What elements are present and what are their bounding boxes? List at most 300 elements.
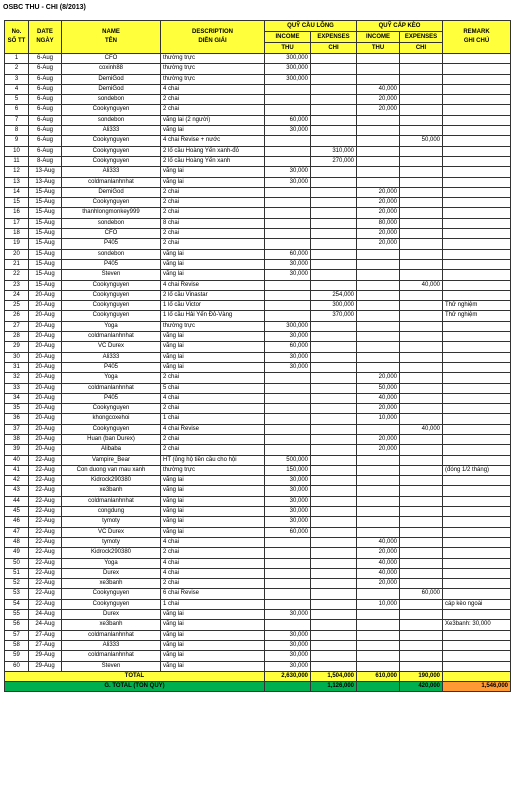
row-date: 20-Aug bbox=[29, 362, 62, 372]
row-income-match bbox=[357, 136, 400, 146]
table-row bbox=[5, 486, 511, 496]
row-number: 55 bbox=[5, 610, 29, 620]
row-remark bbox=[443, 187, 511, 197]
row-date: 15-Aug bbox=[29, 187, 62, 197]
row-remark: cáp kèo ngoài bbox=[443, 599, 511, 609]
row-remark: Thử nghiệm bbox=[443, 301, 511, 311]
header-expenses-2: EXPENSES bbox=[400, 32, 443, 43]
row-number: 39 bbox=[5, 445, 29, 455]
row-expenses-match bbox=[400, 229, 443, 239]
row-description: 1 chai bbox=[161, 414, 265, 424]
row-remark bbox=[443, 352, 511, 362]
row-description: 2 chai bbox=[161, 198, 265, 208]
row-expenses-badminton bbox=[311, 424, 357, 434]
row-number: 43 bbox=[5, 486, 29, 496]
row-name: P405 bbox=[62, 393, 161, 403]
row-description: 2 chai bbox=[161, 229, 265, 239]
row-income-badminton bbox=[265, 187, 311, 197]
row-name: Ali333 bbox=[62, 167, 161, 177]
row-income-match: 20,000 bbox=[357, 105, 400, 115]
header-expenses-1: EXPENSES bbox=[311, 32, 357, 43]
row-income-badminton: 500,000 bbox=[265, 455, 311, 465]
row-expenses-match bbox=[400, 486, 443, 496]
row-expenses-badminton bbox=[311, 486, 357, 496]
row-remark bbox=[443, 558, 511, 568]
row-number: 32 bbox=[5, 373, 29, 383]
table-row bbox=[5, 434, 511, 444]
row-name: sondebon bbox=[62, 95, 161, 105]
row-description: 2 lố cầu Vinastar bbox=[161, 290, 265, 300]
row-expenses-badminton bbox=[311, 465, 357, 475]
row-number: 44 bbox=[5, 496, 29, 506]
row-number: 9 bbox=[5, 136, 29, 146]
row-description: vãng lai (2 người) bbox=[161, 115, 265, 125]
row-expenses-match bbox=[400, 126, 443, 136]
row-expenses-match bbox=[400, 455, 443, 465]
row-number: 33 bbox=[5, 383, 29, 393]
table-row bbox=[5, 424, 511, 434]
row-date: 27-Aug bbox=[29, 630, 62, 640]
row-name: Con duong van mau xanh bbox=[62, 465, 161, 475]
row-date: 6-Aug bbox=[29, 136, 62, 146]
row-number: 40 bbox=[5, 455, 29, 465]
row-description: vãng lai bbox=[161, 167, 265, 177]
row-name: VC Durex bbox=[62, 342, 161, 352]
row-expenses-badminton bbox=[311, 321, 357, 331]
row-expenses-badminton bbox=[311, 352, 357, 362]
row-name: coxinh88 bbox=[62, 64, 161, 74]
row-income-match: 40,000 bbox=[357, 393, 400, 403]
row-date: 22-Aug bbox=[29, 599, 62, 609]
table-row bbox=[5, 136, 511, 146]
row-expenses-match bbox=[400, 661, 443, 671]
row-remark bbox=[443, 198, 511, 208]
row-expenses-badminton bbox=[311, 229, 357, 239]
row-expenses-match bbox=[400, 239, 443, 249]
row-income-match bbox=[357, 610, 400, 620]
row-description: 4 chai Revise bbox=[161, 424, 265, 434]
row-description: vãng lai bbox=[161, 126, 265, 136]
table-row bbox=[5, 229, 511, 239]
row-description: 2 chai bbox=[161, 579, 265, 589]
row-income-badminton bbox=[265, 393, 311, 403]
row-expenses-badminton bbox=[311, 620, 357, 630]
table-row bbox=[5, 187, 511, 197]
row-expenses-badminton bbox=[311, 332, 357, 342]
row-number: 48 bbox=[5, 537, 29, 547]
row-income-match: 20,000 bbox=[357, 239, 400, 249]
row-income-match bbox=[357, 620, 400, 630]
row-income-match bbox=[357, 321, 400, 331]
header-income-1: INCOME bbox=[265, 32, 311, 43]
row-number: 27 bbox=[5, 321, 29, 331]
row-number: 31 bbox=[5, 362, 29, 372]
row-income-match: 20,000 bbox=[357, 579, 400, 589]
row-income-match bbox=[357, 661, 400, 671]
row-expenses-badminton bbox=[311, 496, 357, 506]
header-thu-1: THU bbox=[265, 43, 311, 54]
row-expenses-match bbox=[400, 259, 443, 269]
row-remark bbox=[443, 589, 511, 599]
row-number: 13 bbox=[5, 177, 29, 187]
row-expenses-match bbox=[400, 527, 443, 537]
row-expenses-match: 60,000 bbox=[400, 589, 443, 599]
row-expenses-match bbox=[400, 362, 443, 372]
row-income-badminton bbox=[265, 383, 311, 393]
table-row bbox=[5, 290, 511, 300]
row-name: CFO bbox=[62, 54, 161, 64]
row-description: HT (ủng hộ tiền cầu cho hội bbox=[161, 455, 265, 465]
row-income-badminton: 30,000 bbox=[265, 259, 311, 269]
row-expenses-badminton bbox=[311, 568, 357, 578]
row-income-match bbox=[357, 126, 400, 136]
table-body bbox=[5, 54, 511, 672]
row-date: 22-Aug bbox=[29, 589, 62, 599]
row-remark bbox=[443, 414, 511, 424]
row-expenses-badminton bbox=[311, 651, 357, 661]
row-name: Cookynguyen bbox=[62, 280, 161, 290]
table-row bbox=[5, 270, 511, 280]
row-income-badminton bbox=[265, 579, 311, 589]
row-name: P405 bbox=[62, 239, 161, 249]
row-expenses-badminton bbox=[311, 517, 357, 527]
row-income-match bbox=[357, 486, 400, 496]
table-row bbox=[5, 548, 511, 558]
row-remark bbox=[443, 208, 511, 218]
row-date: 20-Aug bbox=[29, 342, 62, 352]
row-expenses-match bbox=[400, 404, 443, 414]
row-expenses-match bbox=[400, 249, 443, 259]
row-income-match bbox=[357, 74, 400, 84]
row-remark bbox=[443, 64, 511, 74]
table-row bbox=[5, 259, 511, 269]
row-expenses-badminton: 310,000 bbox=[311, 146, 357, 156]
row-name: Huan (ban Durex) bbox=[62, 434, 161, 444]
row-number: 34 bbox=[5, 393, 29, 403]
row-income-badminton bbox=[265, 105, 311, 115]
row-income-match: 10,000 bbox=[357, 599, 400, 609]
row-income-badminton bbox=[265, 290, 311, 300]
row-expenses-badminton bbox=[311, 187, 357, 197]
table-row bbox=[5, 599, 511, 609]
row-number: 18 bbox=[5, 229, 29, 239]
row-income-badminton: 30,000 bbox=[265, 486, 311, 496]
row-expenses-match bbox=[400, 640, 443, 650]
row-number: 2 bbox=[5, 64, 29, 74]
table-row bbox=[5, 64, 511, 74]
row-date: 6-Aug bbox=[29, 54, 62, 64]
row-remark bbox=[443, 280, 511, 290]
row-description: 2 chai bbox=[161, 548, 265, 558]
row-number: 14 bbox=[5, 187, 29, 197]
row-number: 57 bbox=[5, 630, 29, 640]
row-income-badminton bbox=[265, 136, 311, 146]
row-remark bbox=[443, 445, 511, 455]
row-description: vãng lai bbox=[161, 476, 265, 486]
row-remark bbox=[443, 661, 511, 671]
row-remark bbox=[443, 476, 511, 486]
row-expenses-match bbox=[400, 651, 443, 661]
row-income-badminton: 60,000 bbox=[265, 342, 311, 352]
row-date: 22-Aug bbox=[29, 537, 62, 547]
row-remark bbox=[443, 126, 511, 136]
row-date: 24-Aug bbox=[29, 610, 62, 620]
row-name: xe3banh bbox=[62, 486, 161, 496]
row-remark: (đóng 1/2 tháng) bbox=[443, 465, 511, 475]
table-row bbox=[5, 589, 511, 599]
row-remark bbox=[443, 507, 511, 517]
table-row bbox=[5, 537, 511, 547]
row-expenses-match bbox=[400, 507, 443, 517]
grand-total-balance-1: 1,126,000 bbox=[311, 682, 357, 692]
row-name: coldmanlanhnhat bbox=[62, 496, 161, 506]
row-name: coldmanlanhnhat bbox=[62, 332, 161, 342]
row-description: 2 chai bbox=[161, 404, 265, 414]
row-income-badminton: 30,000 bbox=[265, 517, 311, 527]
table-row bbox=[5, 414, 511, 424]
row-number: 58 bbox=[5, 640, 29, 650]
row-income-badminton bbox=[265, 218, 311, 228]
row-name: Cookynguyen bbox=[62, 404, 161, 414]
row-name: xe3banh bbox=[62, 620, 161, 630]
row-income-match bbox=[357, 640, 400, 650]
row-income-badminton: 30,000 bbox=[265, 507, 311, 517]
row-date: 20-Aug bbox=[29, 301, 62, 311]
row-income-match bbox=[357, 311, 400, 321]
table-row bbox=[5, 332, 511, 342]
row-expenses-badminton bbox=[311, 239, 357, 249]
row-expenses-match bbox=[400, 156, 443, 166]
row-expenses-match bbox=[400, 187, 443, 197]
row-date: 24-Aug bbox=[29, 620, 62, 630]
row-income-match: 20,000 bbox=[357, 198, 400, 208]
table-row bbox=[5, 301, 511, 311]
row-income-match: 20,000 bbox=[357, 95, 400, 105]
row-description: vãng lai bbox=[161, 177, 265, 187]
row-number: 56 bbox=[5, 620, 29, 630]
table-row bbox=[5, 126, 511, 136]
row-remark bbox=[443, 404, 511, 414]
row-income-match: 20,000 bbox=[357, 187, 400, 197]
table-row bbox=[5, 640, 511, 650]
row-expenses-badminton bbox=[311, 115, 357, 125]
row-number: 51 bbox=[5, 568, 29, 578]
row-name: xe3banh bbox=[62, 579, 161, 589]
row-number: 30 bbox=[5, 352, 29, 362]
row-remark bbox=[443, 455, 511, 465]
row-expenses-match bbox=[400, 84, 443, 94]
row-remark bbox=[443, 383, 511, 393]
row-expenses-match bbox=[400, 476, 443, 486]
row-expenses-match: 40,000 bbox=[400, 280, 443, 290]
row-expenses-badminton bbox=[311, 208, 357, 218]
table-row bbox=[5, 651, 511, 661]
row-expenses-badminton bbox=[311, 610, 357, 620]
row-date: 22-Aug bbox=[29, 486, 62, 496]
row-remark bbox=[443, 321, 511, 331]
row-remark bbox=[443, 218, 511, 228]
row-income-match bbox=[357, 455, 400, 465]
row-date: 8-Aug bbox=[29, 156, 62, 166]
row-number: 41 bbox=[5, 465, 29, 475]
row-expenses-match bbox=[400, 332, 443, 342]
table-row bbox=[5, 404, 511, 414]
row-income-badminton: 150,000 bbox=[265, 465, 311, 475]
row-date: 22-Aug bbox=[29, 465, 62, 475]
row-remark bbox=[443, 651, 511, 661]
row-expenses-match bbox=[400, 270, 443, 280]
row-description: vãng lai bbox=[161, 661, 265, 671]
row-income-match: 20,000 bbox=[357, 548, 400, 558]
row-income-badminton bbox=[265, 558, 311, 568]
row-expenses-match bbox=[400, 630, 443, 640]
row-remark bbox=[443, 610, 511, 620]
table-row bbox=[5, 373, 511, 383]
row-description: 2 chai bbox=[161, 187, 265, 197]
row-remark bbox=[443, 527, 511, 537]
row-name: Durex bbox=[62, 610, 161, 620]
table-row bbox=[5, 84, 511, 94]
row-income-match bbox=[357, 64, 400, 74]
row-remark bbox=[443, 115, 511, 125]
row-income-badminton bbox=[265, 548, 311, 558]
row-remark bbox=[443, 229, 511, 239]
row-expenses-badminton bbox=[311, 105, 357, 115]
row-income-badminton: 30,000 bbox=[265, 496, 311, 506]
row-name: coldmanlanhnhat bbox=[62, 177, 161, 187]
row-expenses-badminton bbox=[311, 393, 357, 403]
row-description: 2 chai bbox=[161, 105, 265, 115]
row-expenses-badminton bbox=[311, 548, 357, 558]
row-expenses-match bbox=[400, 558, 443, 568]
row-description: 2 chai bbox=[161, 445, 265, 455]
row-expenses-badminton bbox=[311, 404, 357, 414]
row-income-match bbox=[357, 352, 400, 362]
row-income-badminton: 30,000 bbox=[265, 630, 311, 640]
row-name: Steven bbox=[62, 661, 161, 671]
row-income-badminton bbox=[265, 208, 311, 218]
row-remark: Xe3banh: 30,000 bbox=[443, 620, 511, 630]
row-date: 20-Aug bbox=[29, 445, 62, 455]
row-remark bbox=[443, 517, 511, 527]
row-description: thường trực bbox=[161, 465, 265, 475]
row-date: 6-Aug bbox=[29, 64, 62, 74]
row-expenses-match bbox=[400, 599, 443, 609]
row-expenses-badminton bbox=[311, 84, 357, 94]
row-description: vãng lai bbox=[161, 517, 265, 527]
row-description: vãng lai bbox=[161, 620, 265, 630]
row-expenses-match: 50,000 bbox=[400, 136, 443, 146]
row-income-match bbox=[357, 177, 400, 187]
row-income-badminton bbox=[265, 95, 311, 105]
row-income-match bbox=[357, 589, 400, 599]
row-income-match bbox=[357, 507, 400, 517]
row-income-badminton bbox=[265, 373, 311, 383]
table-row bbox=[5, 610, 511, 620]
row-date: 20-Aug bbox=[29, 290, 62, 300]
row-number: 28 bbox=[5, 332, 29, 342]
row-income-match bbox=[357, 651, 400, 661]
row-remark bbox=[443, 434, 511, 444]
row-name: Cookynguyen bbox=[62, 146, 161, 156]
table-row bbox=[5, 383, 511, 393]
row-name: DemiGod bbox=[62, 74, 161, 84]
table-row bbox=[5, 527, 511, 537]
row-income-badminton: 30,000 bbox=[265, 610, 311, 620]
row-name: Durex bbox=[62, 568, 161, 578]
table-row bbox=[5, 218, 511, 228]
row-name: Yoga bbox=[62, 558, 161, 568]
row-expenses-badminton: 370,000 bbox=[311, 311, 357, 321]
table-row bbox=[5, 620, 511, 630]
row-date: 22-Aug bbox=[29, 548, 62, 558]
row-date: 29-Aug bbox=[29, 661, 62, 671]
row-income-badminton bbox=[265, 599, 311, 609]
row-name: Vampire_Bear bbox=[62, 455, 161, 465]
row-name: Cookynguyen bbox=[62, 156, 161, 166]
row-income-match: 20,000 bbox=[357, 208, 400, 218]
header-no: No. SỐ TT bbox=[5, 21, 29, 54]
row-name: Alibaba bbox=[62, 445, 161, 455]
row-description: 6 chai Revise bbox=[161, 589, 265, 599]
row-remark bbox=[443, 373, 511, 383]
row-expenses-match bbox=[400, 517, 443, 527]
table-row bbox=[5, 342, 511, 352]
row-expenses-badminton bbox=[311, 455, 357, 465]
row-number: 11 bbox=[5, 156, 29, 166]
row-name: P405 bbox=[62, 362, 161, 372]
row-income-match bbox=[357, 156, 400, 166]
row-income-match bbox=[357, 362, 400, 372]
row-name: sondebon bbox=[62, 218, 161, 228]
row-income-badminton bbox=[265, 146, 311, 156]
row-name: thanhlongmonkey999 bbox=[62, 208, 161, 218]
row-expenses-badminton bbox=[311, 270, 357, 280]
row-income-match bbox=[357, 115, 400, 125]
row-name: P405 bbox=[62, 259, 161, 269]
row-number: 22 bbox=[5, 270, 29, 280]
row-income-badminton bbox=[265, 84, 311, 94]
row-date: 20-Aug bbox=[29, 383, 62, 393]
row-expenses-badminton: 254,000 bbox=[311, 290, 357, 300]
row-description: 1 lố cầu Hải Yến Đỏ-Vàng bbox=[161, 311, 265, 321]
row-name: Ali333 bbox=[62, 126, 161, 136]
row-expenses-badminton bbox=[311, 661, 357, 671]
row-remark bbox=[443, 640, 511, 650]
row-name: khongcoxehoi bbox=[62, 414, 161, 424]
row-remark bbox=[443, 167, 511, 177]
table-row bbox=[5, 95, 511, 105]
row-expenses-match bbox=[400, 610, 443, 620]
row-income-badminton bbox=[265, 301, 311, 311]
row-remark: Thử nghiệm bbox=[443, 311, 511, 321]
row-date: 20-Aug bbox=[29, 321, 62, 331]
row-income-match bbox=[357, 476, 400, 486]
row-date: 13-Aug bbox=[29, 177, 62, 187]
row-name: Ali333 bbox=[62, 352, 161, 362]
row-number: 42 bbox=[5, 476, 29, 486]
row-expenses-badminton bbox=[311, 599, 357, 609]
row-number: 17 bbox=[5, 218, 29, 228]
row-date: 22-Aug bbox=[29, 568, 62, 578]
row-description: 2 chai bbox=[161, 434, 265, 444]
row-description: vãng lai bbox=[161, 342, 265, 352]
row-date: 6-Aug bbox=[29, 105, 62, 115]
row-date: 15-Aug bbox=[29, 239, 62, 249]
header-group-badminton-fund: QUỸ CẦU LÔNG bbox=[265, 21, 357, 32]
row-income-badminton: 30,000 bbox=[265, 270, 311, 280]
row-expenses-match bbox=[400, 620, 443, 630]
